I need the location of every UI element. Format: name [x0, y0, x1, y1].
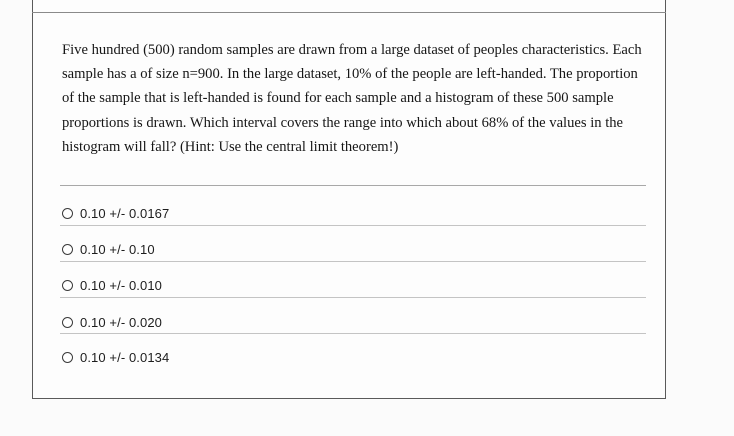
answer-option-label: 0.10 +/- 0.10: [80, 241, 155, 257]
answer-option-4[interactable]: [62, 311, 162, 333]
radio-button-icon[interactable]: [62, 352, 73, 363]
radio-button-icon[interactable]: [62, 280, 73, 291]
radio-button-icon[interactable]: [62, 317, 73, 328]
option-divider: [60, 333, 646, 334]
radio-button-icon[interactable]: [62, 244, 73, 255]
radio-button-icon[interactable]: [62, 208, 73, 219]
question-text: Five hundred (500) random samples are drawn from a large dataset of peoples characteristics. Each sample has a of size n=900. In the large dataset, 10% of the people are left-handed. The proportion of the sample that is left-handed is found for each sample and a histogram of these 500 sample proportions is drawn. Which interval covers the range into which about 68% of the values in the histogram will fall? (Hint: Use the central limit theorem!): [62, 42, 642, 155]
answer-option-2[interactable]: [62, 238, 155, 260]
answer-option-label: 0.10 +/- 0.0167: [80, 205, 170, 221]
option-divider: [60, 225, 646, 226]
answer-option-label: 0.10 +/- 0.010: [80, 277, 162, 293]
card-top-divider: [32, 12, 666, 13]
answers-divider: [60, 185, 646, 186]
answer-option-label: 0.10 +/- 0.020: [80, 314, 162, 330]
answer-option-3[interactable]: [62, 274, 162, 296]
answer-option-5[interactable]: [62, 346, 169, 368]
answer-option-1[interactable]: [62, 202, 169, 224]
answer-option-label: 0.10 +/- 0.0134: [80, 349, 170, 365]
option-divider: [60, 261, 646, 262]
option-divider: [60, 297, 646, 298]
